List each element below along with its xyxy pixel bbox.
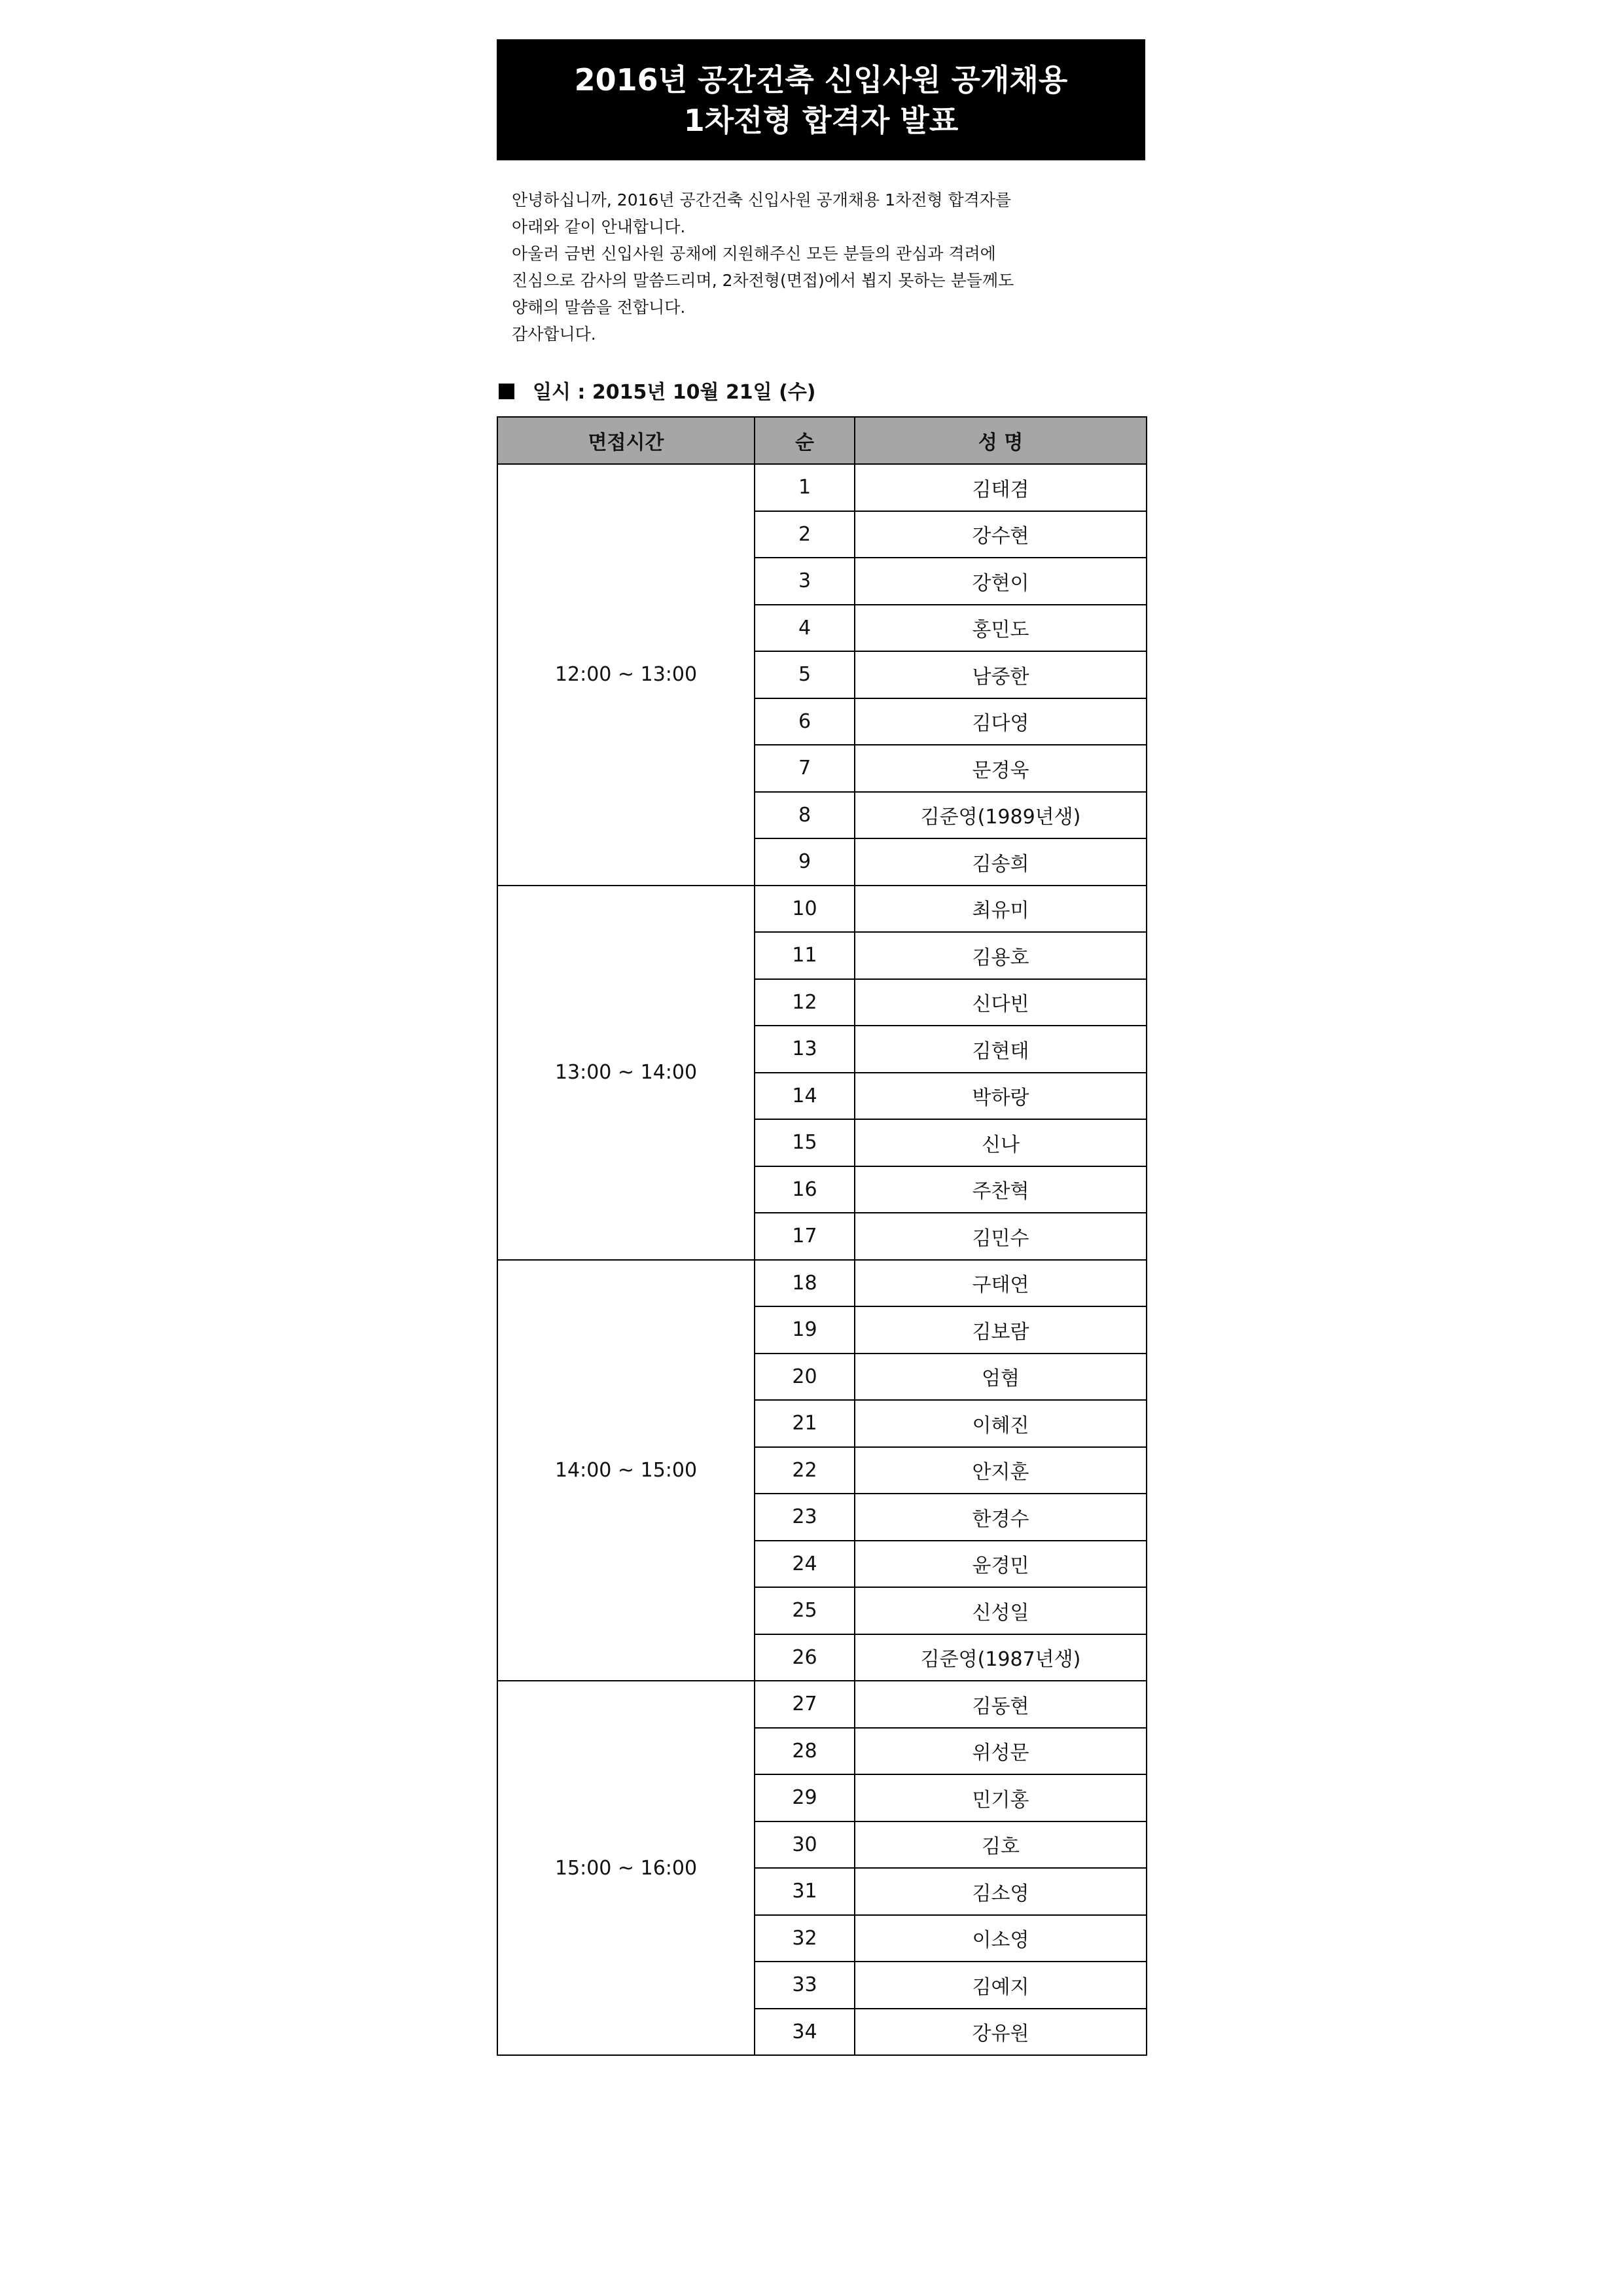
name-cell: 김다영 — [855, 698, 1147, 745]
order-cell: 29 — [755, 1774, 855, 1821]
square-bullet-icon — [499, 384, 514, 399]
order-cell: 22 — [755, 1447, 855, 1494]
table-row — [497, 886, 1147, 933]
order-cell: 6 — [755, 698, 855, 745]
intro-line: 아울러 금번 신입사원 공채에 지원해주신 모든 분들의 관심과 격려에 — [512, 244, 996, 263]
order-cell: 31 — [755, 1868, 855, 1915]
title-line-2: 1차전형 합격자 발표 — [683, 102, 959, 138]
name-cell: 윤경민 — [855, 1541, 1147, 1588]
name-cell: 이혜진 — [855, 1400, 1147, 1447]
name-cell: 신나 — [855, 1119, 1147, 1166]
order-cell: 26 — [755, 1634, 855, 1681]
name-cell: 김소영 — [855, 1868, 1147, 1915]
interview-date-text: 일시 : 2015년 10월 21일 (수) — [533, 381, 816, 404]
order-cell: 18 — [755, 1260, 855, 1307]
name-cell: 이소영 — [855, 1915, 1147, 1962]
name-cell: 김송희 — [855, 838, 1147, 886]
name-cell: 김민수 — [855, 1213, 1147, 1260]
order-cell: 28 — [755, 1728, 855, 1775]
order-cell: 19 — [755, 1306, 855, 1354]
name-cell: 남중한 — [855, 651, 1147, 698]
interview-time-cell: 15:00 ~ 16:00 — [497, 1681, 755, 2055]
intro-line: 양해의 말씀을 전합니다. — [512, 298, 686, 317]
name-cell: 김현태 — [855, 1026, 1147, 1073]
name-cell: 구태연 — [855, 1260, 1147, 1307]
order-cell: 9 — [755, 838, 855, 886]
intro-line: 진심으로 감사의 말씀드리며, 2차전형(면접)에서 뵙지 못하는 분들께도 — [512, 271, 1014, 290]
order-cell: 21 — [755, 1400, 855, 1447]
name-cell: 김호 — [855, 1821, 1147, 1869]
name-cell: 엄혐 — [855, 1354, 1147, 1401]
title-line-1: 2016년 공간건축 신입사원 공개채용 — [574, 62, 1068, 98]
order-cell: 2 — [755, 511, 855, 558]
name-cell: 강유원 — [855, 2009, 1147, 2056]
header-interview-time: 면접시간 — [497, 417, 755, 464]
order-cell: 3 — [755, 558, 855, 605]
header-order: 순 — [755, 417, 855, 464]
order-cell: 13 — [755, 1026, 855, 1073]
intro-line: 안녕하십니까, 2016년 공간건축 신입사원 공개채용 1차전형 합격자를 — [512, 190, 1012, 209]
table-row — [497, 1260, 1147, 1307]
order-cell: 14 — [755, 1073, 855, 1120]
name-cell: 김준영(1989년생) — [855, 792, 1147, 839]
name-cell: 김예지 — [855, 1962, 1147, 2009]
order-cell: 33 — [755, 1962, 855, 2009]
intro-paragraph — [512, 187, 1140, 348]
name-cell: 신성일 — [855, 1587, 1147, 1634]
name-cell: 안지훈 — [855, 1447, 1147, 1494]
order-cell: 10 — [755, 886, 855, 933]
name-cell: 김준영(1987년생) — [855, 1634, 1147, 1681]
order-cell: 12 — [755, 979, 855, 1026]
name-cell: 최유미 — [855, 886, 1147, 933]
order-cell: 4 — [755, 605, 855, 652]
name-cell: 신다빈 — [855, 979, 1147, 1026]
order-cell: 25 — [755, 1587, 855, 1634]
order-cell: 20 — [755, 1354, 855, 1401]
order-cell: 1 — [755, 464, 855, 511]
intro-line: 감사합니다. — [512, 325, 596, 344]
order-cell: 15 — [755, 1119, 855, 1166]
header-name: 성 명 — [855, 417, 1147, 464]
order-cell: 23 — [755, 1494, 855, 1541]
table-header-row — [497, 417, 1147, 464]
name-cell: 김보람 — [855, 1306, 1147, 1354]
order-cell: 27 — [755, 1681, 855, 1728]
table-body — [497, 464, 1147, 2055]
order-cell: 5 — [755, 651, 855, 698]
order-cell: 24 — [755, 1541, 855, 1588]
name-cell: 김용호 — [855, 932, 1147, 979]
name-cell: 민기홍 — [855, 1774, 1147, 1821]
order-cell: 17 — [755, 1213, 855, 1260]
name-cell: 김동현 — [855, 1681, 1147, 1728]
name-cell: 홍민도 — [855, 605, 1147, 652]
name-cell: 문경욱 — [855, 745, 1147, 792]
interview-schedule-table — [497, 416, 1147, 2056]
name-cell: 한경수 — [855, 1494, 1147, 1541]
name-cell: 박하랑 — [855, 1073, 1147, 1120]
order-cell: 30 — [755, 1821, 855, 1869]
order-cell: 8 — [755, 792, 855, 839]
title-banner — [497, 39, 1145, 160]
order-cell: 16 — [755, 1166, 855, 1213]
name-cell: 위성문 — [855, 1728, 1147, 1775]
name-cell: 주찬혁 — [855, 1166, 1147, 1213]
interview-time-cell: 12:00 ~ 13:00 — [497, 464, 755, 886]
name-cell: 강현이 — [855, 558, 1147, 605]
interview-time-cell: 13:00 ~ 14:00 — [497, 886, 755, 1260]
table-row — [497, 464, 1147, 511]
name-cell: 김태겸 — [855, 464, 1147, 511]
interview-time-cell: 14:00 ~ 15:00 — [497, 1260, 755, 1681]
name-cell: 강수현 — [855, 511, 1147, 558]
order-cell: 11 — [755, 932, 855, 979]
order-cell: 7 — [755, 745, 855, 792]
table-row — [497, 1681, 1147, 1728]
intro-line: 아래와 같이 안내합니다. — [512, 217, 686, 236]
order-cell: 32 — [755, 1915, 855, 1962]
interview-date — [499, 380, 816, 406]
order-cell: 34 — [755, 2009, 855, 2056]
